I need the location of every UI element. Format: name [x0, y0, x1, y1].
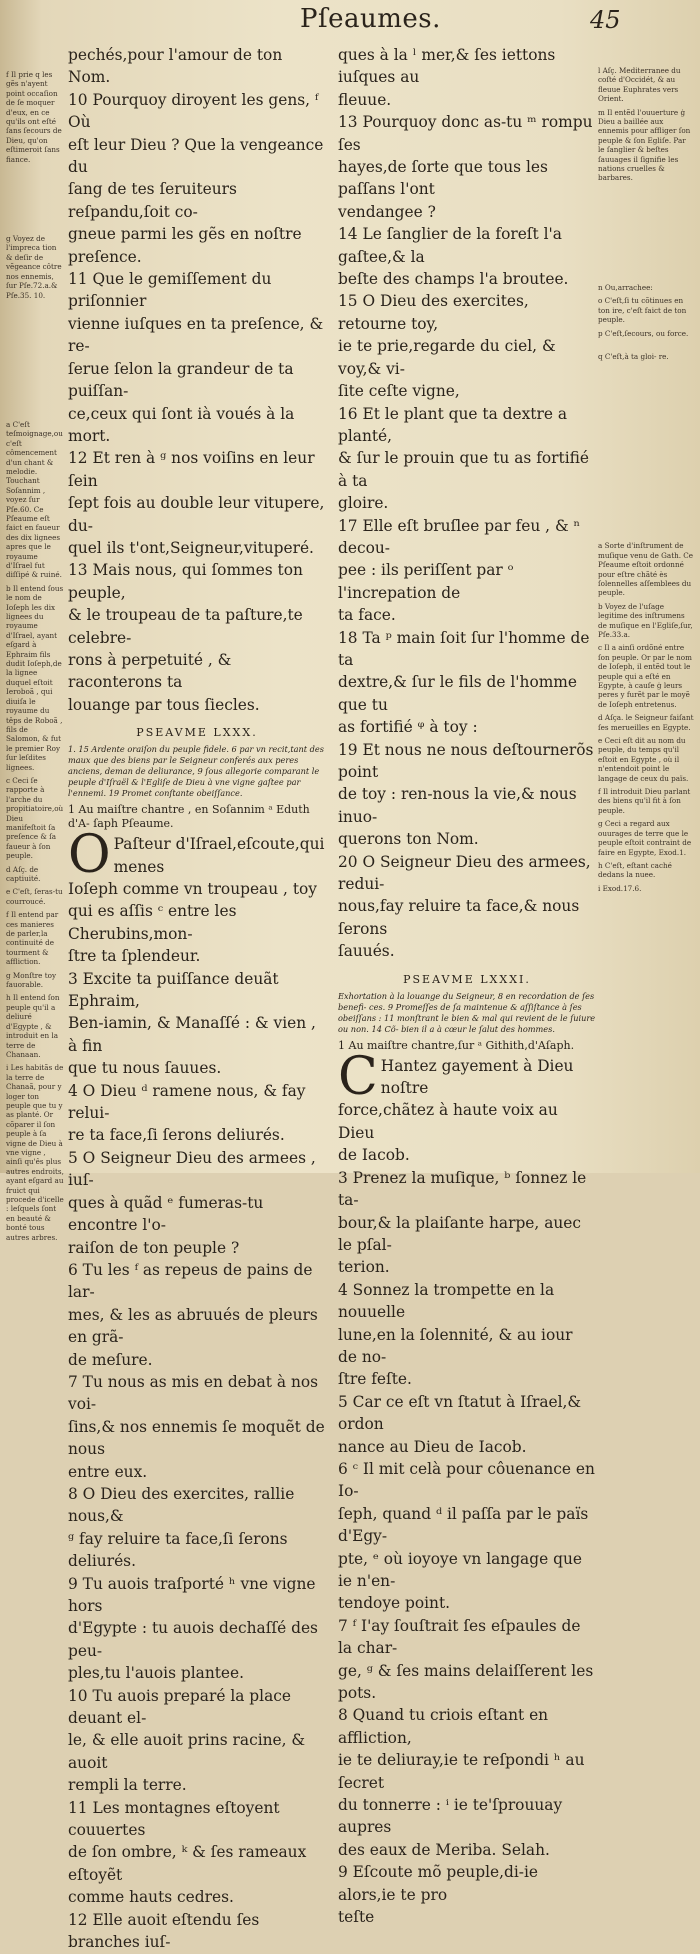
margin-note: c Ceci ſe rapporte à l'arche du propitiatoire,où Dieu manifeſtoit ſa preſence & ſa faueur à ſon peuple. — [6, 775, 64, 861]
text-line: ples,tu l'auois plantee. — [68, 1664, 245, 1683]
text-line: 5 O Seigneur Dieu des armees , iuſ- — [68, 1148, 316, 1190]
margin-note: f Il prie q les gẽs n'ayent point occaſion de ſe moquer d'eux, en ce qu'ils ont eſté ſans ſecours de Dieu, qu'on eſtimeroit ſans fiance. — [6, 70, 62, 164]
text-line: ſtre feſte. — [338, 1370, 412, 1389]
text-line: d'Egypte : tu auois dechaſſé des peu- — [68, 1619, 318, 1660]
text-line: ſins,& nos ennemis ſe moquẽt de nous — [68, 1417, 325, 1459]
text-line: 10 Pourquoy diroyent les gens, ᶠ Où — [68, 90, 319, 132]
text-line: 10 Tu auois preparé la place deuant el- — [68, 1686, 291, 1728]
text-line: entre eux. — [68, 1462, 148, 1481]
text-line: 4 Sonnez la trompette en la nouuelle — [338, 1280, 555, 1322]
text-line: 6 Tu les ᶠ as repeus de pains de lar- — [68, 1260, 313, 1302]
text-line: 5 Car ce eſt vn ſtatut à Iſrael,& ordon — [338, 1392, 582, 1434]
text-line: 19 Et nous ne nous deſtournerõs point — [338, 740, 594, 781]
text-line: quel ils t'ont,Seigneur,vituperé. — [68, 538, 314, 557]
margin-note: l Aſç. Mediterranee du coſté d'Occidét, & au fleuue Euphrates vers Orient. — [598, 66, 681, 104]
text-line: ᵍ fay reluire ta face,ſi ſerons deliurés. — [68, 1529, 288, 1571]
text-line: raiſon de ton peuple ? — [68, 1238, 240, 1257]
text-line: pechés,pour l'amour de ton Nom. — [68, 46, 283, 87]
text-line: vendangee ? — [338, 202, 436, 221]
margin-note: d Aſç. de captiuité. — [6, 864, 41, 883]
text-line: 6 ᶜ Il mit celà pour côuenance en Io- — [338, 1459, 595, 1501]
text-line: dextre,& ſur le fils de l'homme que tu — [338, 673, 578, 714]
text-line: teſte — [338, 1908, 375, 1927]
text-line: ſerue ſelon la grandeur de ta puiſſan- — [68, 359, 294, 401]
margin-note: i Les habitãs de la terre de Chanaã, pour y loger ton peuple que tu y as planté. Or cõparer il ſon peuple à ſa vigne de Dieu à vne vigne , ainſi qu'ês plus autres endroits, ayant eſgard au fruict qui procede d'icelle : leſquels ſont en beauté & bonté tous autres arbres. — [6, 1063, 64, 1242]
margin-note: f Il entend par ces manieres de parler,la continuité de tourment & affliction. — [6, 910, 59, 967]
text-line: Ioſeph comme vn troupeau , toy — [68, 880, 317, 898]
margin-note: m Il entẽd l'ouuerture ġ Dieu a baillée aux ennemis pour affliger ſon peuple & ſon Egliſe. Par le ſanglier & beſtes ſauuages il ſignifie les nations cruelles & barbares. — [598, 107, 691, 183]
margin-note: c Il a ainſi ordõné entre ſon peuple. Or par le nom de Ioſeph, il entẽd tout le peuple qui a eſté en Egypte, à cauſe ġ leurs peres y furẽt par le moyẽ de Ioſeph entretenus. — [598, 643, 692, 709]
text-line: ie te prie,regarde du ciel, & voy,& vi- — [338, 337, 556, 378]
text-line: rons à perpetuité , & raconterons ta — [68, 650, 232, 692]
text-line: mes, & les as abruués de pleurs en grã- — [68, 1305, 318, 1347]
text-line: de toy : ren-nous la vie,& nous inuo- — [338, 785, 577, 826]
margin-note: g Ceci a regard aux ouurages de terre que le peuple eſtoit contraint de faire en Egypte, Exod.1. — [598, 819, 692, 857]
text-line: force,chãtez à haute voix au Dieu — [338, 1101, 558, 1142]
text-line: tendoye point. — [338, 1594, 451, 1613]
psalm-argument: 1. 15 Ardente oraiſon du peuple fidele. 6 par vn recit,tant des maux que des biens par le Seigneur conferés aux peres anciens, deman de deliurance, 9 ſous allegorie comparant le peuple d'Iſraël & l'Egliſe de Dieu à vne vigne gaſtee par l'ennemi. 19 Promet conſtante obeiſſance. — [68, 744, 324, 799]
text-line: ſept fois au double leur vitupere, du- — [68, 494, 325, 535]
text-line: ſang de tes ſeruiteurs reſpandu,ſoit co- — [68, 180, 237, 221]
text-line: & le troupeau de ta paſture,te celebre- — [68, 606, 303, 647]
text-line: as fortifié ᵠ à toy : — [338, 718, 478, 737]
text-line: 11 Que le gemiſſement du priſonnier — [68, 270, 272, 311]
text-line: Ben-iamin, & Manaſſé : & vien , à fin — [68, 1014, 316, 1055]
text-line: ta face. — [338, 606, 396, 625]
text-line: ſtre ta ſplendeur. — [68, 947, 201, 966]
text-line: 13 Pourquoy donc as-tu ᵐ rompu ſes — [338, 113, 593, 154]
psalm-heading: PSEAVME LXXX. — [136, 726, 258, 740]
margin-note: p C'eſt,ſecours, ou force. — [598, 328, 689, 338]
text-line: re ta face,ſi ſerons deliurés. — [68, 1126, 285, 1145]
text-line: nous,fay reluire ta face,& nous ſerons — [338, 897, 580, 938]
psalm-argument: Exhortation à la louange du Seigneur, 8 en recordation de ſes benefi- ces. 9 Promeſſes de ſa maintenue & aſſiſtance à ſes obeiſſans : 11 monſtrant le bien & mal qui revient de le ſuiure ou non. 14 Cõ- bien il a à cœur le ſalut des hommes. — [338, 990, 596, 1034]
text-line: 3 Prenez la muſique, ᵇ ſonnez le ta- — [338, 1168, 587, 1210]
text-line: ſauués. — [338, 942, 395, 961]
text-line: 8 O Dieu des exercites, rallie nous,& — [68, 1484, 295, 1526]
margin-note: o C'eſt,ſi tu cõtinues en ton ire, c'eſt faict de ton peuple. — [598, 296, 687, 325]
right-column — [338, 44, 596, 1929]
margin-note: b Voyez de l'uſage legitime des inſtrumens de muſique en l'Egliſe,ſur, Pſe.33.a. — [598, 601, 693, 639]
text-line: nance au Dieu de Iacob. — [338, 1437, 527, 1456]
text-line: ques à quãd ᵉ fumeras-tu encontre l'o- — [68, 1193, 264, 1235]
text-line: ge, ᵍ & ſes mains delaiſſerent les pots. — [338, 1661, 594, 1703]
text-line: de Iacob. — [338, 1146, 410, 1165]
text-line: 15 O Dieu des exercites, retourne toy, — [338, 292, 529, 333]
text-line: terion. — [338, 1258, 390, 1277]
text-line: comme hauts cedres. — [68, 1888, 234, 1907]
text-line: vienne iuſques en ta preſence, & re- — [68, 314, 324, 356]
text-line: 11 Les montagnes eſtoyent couuertes — [68, 1798, 280, 1840]
text-line: 3 Excite ta puiſſance deuãt Ephraim, — [68, 969, 279, 1011]
text-line: rempli la terre. — [68, 1776, 187, 1795]
text-line: de meſure. — [68, 1350, 153, 1369]
margin-note: g Monſtre toy fauorable. — [6, 970, 57, 990]
text-line: ce,ceux qui ſont ià voués à la mort. — [68, 404, 295, 445]
text-line: le, & elle auoit prins racine, & auoit — [68, 1731, 306, 1772]
text-line: 14 Le ſanglier de la foreſt l'a gaſtee,& la — [338, 225, 562, 266]
margin-note: a Sorte d'inſtrument de muſique venu de Gath. Ce Pſeaume eſtoit ordonné pour eſtre chãté ès ſolennelles aſſemblees du peuple. — [598, 541, 694, 598]
margin-note: b Il entend ſous le nom de Ioſeph les dix lignees du royaume d'Iſrael, ayant eſgard à Ephraim fils dudit Ioſeph,de la lignee duquel eſtoit Ieroboã , qui diuiſa le royaume du têps de Roboã , fils de Salomon, & fut le premier Roy ſur leſdites lignees. — [6, 583, 64, 772]
margin-note: a C'eſt teſmoignage,ou c'eſt cômencement d'un chant & melodie. Touchant Soſannim , voyez ſur Pſe.60. Ce Pſeaume eſt faict en faueur des dix lignees apres que le royaume d'Iſrael fut diſſipé & ruiné. — [6, 419, 63, 580]
text-line: beſte des champs l'a broutee. — [338, 270, 569, 289]
margin-note: q C'eſt,à ta gloi- re. — [598, 351, 669, 361]
margin-note: e Ceci eſt dit au nom du peuple, du temps qu'il eſtoit en Egypte , où il n'entendoit point le langage de ceux du païs. — [598, 736, 689, 783]
text-line: 7 ᶠ I'ay ſouſtrait ſes eſpaules de la char- — [338, 1616, 581, 1658]
text-line: querons ton Nom. — [338, 830, 479, 849]
text-line: ques à la ˡ mer,& ſes iettons iuſques au — [338, 46, 556, 87]
text-line: 12 Et ren à ᵍ nos voiſins en leur ſein — [68, 449, 315, 490]
text-line: 4 O Dieu ᵈ ramene nous, & fay relui- — [68, 1081, 306, 1123]
text-line: ſeph, quand ᵈ il paſſa par le païs d'Egy- — [338, 1504, 589, 1546]
text-line: 9 Tu auois traſporté ʰ vne vigne hors — [68, 1574, 316, 1615]
text-line: qui es aſſis ᶜ entre les Cherubins,mon- — [68, 902, 237, 943]
text-line: 7 Tu nous as mis en debat à nos voi- — [68, 1372, 319, 1414]
margin-note: n Ou,arrachee: — [598, 282, 653, 292]
text-line: du tonnerre : ⁱ ie te'ſprouuay aupres — [338, 1796, 563, 1837]
right-margin-notes — [598, 66, 694, 897]
text-line: 16 Et le plant que ta dextre a planté, — [338, 404, 568, 445]
text-line: 8 Quand tu criois eſtant en affliction, — [338, 1706, 549, 1747]
text-line: hayes,de ſorte que tous les paſſans l'ont — [338, 158, 548, 199]
text-line: ſite ceſte vigne, — [338, 382, 460, 401]
margin-note: d Aſça. le Seigneur faiſant ſes merueilles en Egypte. — [598, 713, 694, 732]
text-line: 12 Elle auoit eſtendu ſes branches iuſ- — [68, 1910, 260, 1952]
drop-cap: C — [338, 1046, 378, 1107]
text-line: gneue parmi les gẽs en noſtre preſence. — [68, 225, 302, 266]
text-line: des eaux de Meriba. Selah. — [338, 1840, 550, 1859]
psalm-superscription: 1 Au maiſtre chantre,ſur ᵃ Githith,d'Aſaph. — [338, 1038, 575, 1052]
left-margin-notes — [6, 70, 64, 1246]
text-line: fleuue. — [338, 90, 392, 109]
text-line: 17 Elle eſt bruſlee par feu , & ⁿ decou- — [338, 516, 581, 557]
text-line: de ſon ombre, ᵏ & ſes rameaux eſtoyẽt — [68, 1843, 307, 1884]
margin-note: g Voyez de l'impreca tion & deſir de vẽgeance côtre nos ennemis, ſur Pſe.72.a.& Pſe.35. 10. — [6, 234, 62, 300]
margin-note: e C'eſt, ſeras-tu courroucé. — [6, 887, 63, 906]
margin-note: h C'eſt, eſtant caché dedans la nuee. — [598, 860, 672, 880]
text-line: ie te deliuray,ie te reſpondi ʰ au ſecret — [338, 1751, 585, 1792]
text-line: 18 Ta ᵖ main ſoit ſur l'homme de ta — [338, 628, 590, 669]
text-line: 13 Mais nous, qui ſommes ton peuple, — [68, 561, 303, 602]
text-line: Paſteur d'Iſrael,eſcoute,qui menes — [113, 835, 325, 876]
text-line: & ſur le prouin que tu as fortifié à ta — [338, 449, 590, 490]
text-line: Hantez gayement à Dieu noſtre — [380, 1056, 574, 1098]
drop-cap: O — [68, 825, 111, 886]
text-line: bour,& la plaiſante harpe, auec le pſal- — [338, 1213, 582, 1254]
text-line: eſt leur Dieu ? Que la vengeance du — [68, 135, 324, 177]
margin-note: h Il entend ſon peuple qu'il a deliuré d'Egypte , & introduit en la terre de Chanaan. — [6, 993, 60, 1059]
text-line: pte, ᵉ où ioyoye vn langage que ie n'en- — [338, 1549, 582, 1590]
text-line: gloire. — [338, 494, 389, 513]
running-title: Pſeaumes. — [300, 4, 441, 34]
margin-note: f Il introduit Dieu parlant des biens qu'il fit à ſon peuple. — [598, 787, 691, 815]
page-number: 45 — [590, 6, 621, 34]
margin-note: i Exod.17.6. — [598, 883, 642, 893]
text-line: 20 O Seigneur Dieu des armees, redui- — [338, 852, 591, 894]
text-line: que tu nous ſauues. — [68, 1059, 222, 1078]
psalm-heading: PSEAVME LXXXI. — [403, 972, 531, 986]
left-column — [68, 44, 326, 1954]
text-line: pee : ils periſſent par ᵒ l'increpation de — [338, 561, 514, 602]
text-line: louange par tous ſiecles. — [68, 695, 260, 714]
text-line: 9 Eſcoute mõ peuple,di-ie alors,ie te pro — [338, 1863, 539, 1904]
text-line: lune,en la ſolennité, & au iour de no- — [338, 1325, 573, 1366]
psalm-superscription: 1 Au maiſtre chantre , en Soſannim ᵃ Eduth d'A- ſaph Pſeaume. — [68, 803, 310, 831]
